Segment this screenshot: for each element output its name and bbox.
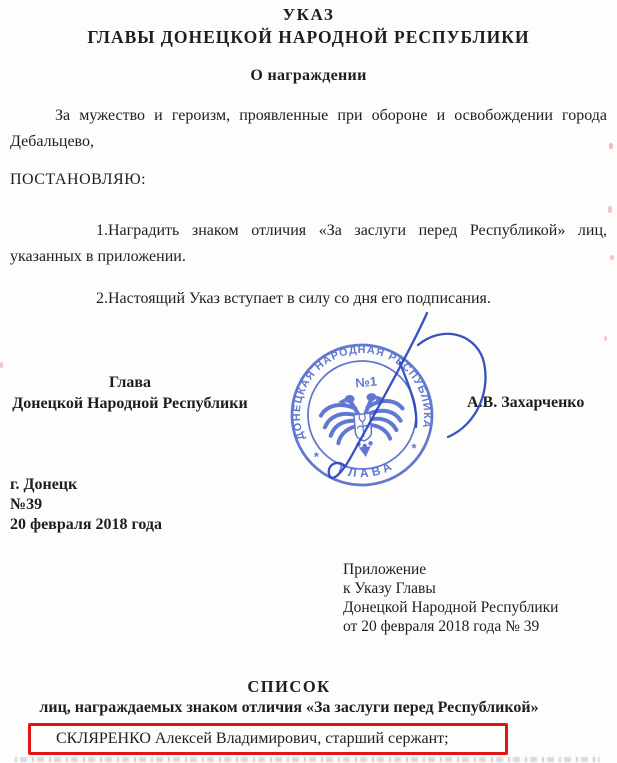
list-heading-block: [10, 676, 568, 718]
cut-off-text-line: [15, 757, 600, 762]
issuance-date: 20 февраля 2018 года: [10, 516, 162, 533]
annex-header: [343, 560, 558, 636]
list-subheading: лиц, награждаемых знаком отличия «За заслуги перед Республикой»: [39, 699, 539, 716]
handwritten-signature: [329, 313, 486, 478]
item-number: 1.: [96, 222, 108, 239]
document-subject: О награждении: [250, 67, 367, 84]
resolution-word: ПОСТАНОВЛЯЮ:: [10, 171, 147, 188]
item-text: Настоящий Указ вступает в силу со дня его подписания.: [108, 290, 491, 307]
title-issuer-line: ГЛАВЫ ДОНЕЦКОЙ НАРОДНОЙ РЕСПУБЛИКИ: [87, 27, 530, 47]
annex-line-2: к Указу Главы: [343, 580, 436, 597]
signer-post: [10, 372, 250, 414]
item-number: 2.: [96, 290, 108, 307]
seal-right-star: *: [410, 440, 418, 456]
scan-speck: [608, 206, 612, 213]
official-seal-and-signature: [280, 303, 510, 495]
annex-line-4: от 20 февраля 2018 года № 39: [343, 618, 540, 635]
decree-item-1: [10, 218, 607, 270]
annex-line-1: Приложение: [343, 561, 427, 578]
scan-speck: [604, 336, 607, 341]
signer-post-line2: Донецкой Народной Республики: [12, 395, 248, 412]
seal-number-label: №1: [354, 373, 378, 391]
seal-ring-label: ДОНЕЦКАЯ НАРОДНАЯ РЕСПУБЛИКА: [290, 344, 434, 442]
awardee-entry: СКЛЯРЕНКО Алексей Владимирович, старший сержант;: [56, 730, 449, 747]
seal-left-star: *: [313, 448, 320, 465]
title-word-ukaz: УКАЗ: [282, 5, 335, 24]
double-headed-eagle-icon: [319, 391, 406, 461]
issuance-block: [10, 475, 162, 535]
annex-line-3: Донецкой Народной Республики: [343, 599, 559, 616]
scan-speck: [610, 255, 614, 260]
issuance-city: г. Донецк: [10, 476, 78, 493]
signer-name: А.В. Захарченко: [467, 394, 585, 411]
scan-speck: [0, 362, 3, 368]
list-heading: СПИСОК: [247, 677, 331, 696]
document-title: [0, 3, 617, 49]
preamble-paragraph: За мужество и героизм, проявленные при обороне и освобождении города Дебальцево,: [10, 107, 607, 150]
signer-post-line1: Глава: [109, 374, 151, 391]
item-text: Наградить знаком отличия «За заслуги перед Республикой» лиц, указанных в приложении.: [10, 222, 607, 265]
seal-bottom-label: ГЛАВА: [336, 457, 398, 481]
issuance-number: №39: [10, 496, 43, 513]
highlighted-entry-box: [28, 723, 508, 755]
scan-speck: [609, 143, 613, 149]
